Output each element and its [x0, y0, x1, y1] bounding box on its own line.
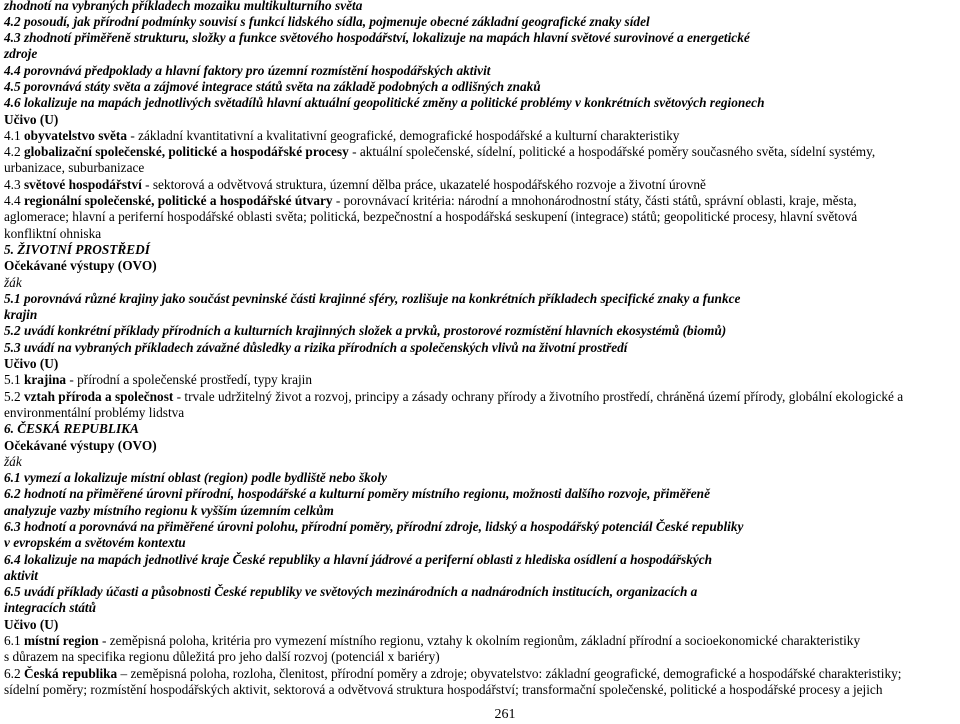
document-line [4, 535, 957, 551]
outcome-text: aktivit [4, 567, 38, 583]
document-line [4, 14, 957, 30]
outcome-text: 5.2 uvádí konkrétní příklady přírodních a kulturních krajinných složek a prvků, prostorové rozmístění hlavních ekosystémů (biomů) [4, 323, 727, 339]
outcome-text: 6.1 vymezí a lokalizuje místní oblast (region) podle bydliště nebo školy [4, 470, 388, 486]
curriculum-heading: Učivo (U) [4, 111, 59, 127]
curriculum-number: 4.1 [4, 127, 24, 143]
document-line [4, 649, 957, 665]
outcome-text: 4.4 porovnává předpoklady a hlavní faktory pro územní rozmístění hospodářských aktivit [4, 62, 491, 78]
outcomes-heading: Očekávané výstupy (OVO) [4, 437, 157, 453]
curriculum-number: 4.4 [4, 193, 24, 209]
document-line [4, 275, 957, 291]
section-heading: 5. ŽIVOTNÍ PROSTŘEDÍ [4, 241, 150, 257]
curriculum-number: 4.3 [4, 176, 24, 192]
outcome-text: krajin [4, 307, 38, 323]
curriculum-description: aglomerace; hlavní a periferní hospodářské oblasti světa; politická, bezpečnostní a hospodářská seskupení (integrace) států; geopolitické procesy, hlavní světová [4, 209, 858, 225]
document-line [4, 421, 957, 437]
curriculum-topic: místní region [23, 633, 99, 649]
document-line [4, 144, 957, 160]
document-line [4, 438, 957, 454]
document-line [4, 160, 957, 176]
document-line [4, 291, 957, 307]
curriculum-number: 4.2 [4, 144, 24, 160]
curriculum-description: - aktuální společenské, sídelní, politické a hospodářské poměry současného světa, sídelní systémy, [348, 144, 876, 160]
document-line [4, 193, 957, 209]
document-line [4, 46, 957, 62]
outcome-text: zhodnotí na vybraných příkladech mozaiku multikulturního světa [4, 0, 363, 13]
document-line [4, 682, 957, 698]
document-line [4, 470, 957, 486]
document-line [4, 0, 957, 14]
curriculum-description: – zeměpisná poloha, rozloha, členitost, přírodní poměry a zdroje; obyvatelstvo: základní geografické, demografické a hospodářské charakteristiky; [117, 665, 902, 681]
document-line [4, 454, 957, 470]
document-line [4, 600, 957, 616]
outcome-text: v evropském a světovém kontextu [4, 535, 186, 551]
document-line [4, 323, 957, 339]
document-line [4, 584, 957, 600]
document-line [4, 552, 957, 568]
curriculum-description: - zeměpisná poloha, kritéria pro vymezení místního regionu, vztahy k okolním regionům, základní přírodní a socioekonomické charakteristiky [98, 633, 861, 649]
outcome-text: 4.3 zhodnotí přiměřeně strukturu, složky a funkce světového hospodářství, lokalizuje na mapách hlavní světové surovinové a energetické [4, 30, 750, 46]
curriculum-description: - sektorová a odvětvová struktura, územní dělba práce, ukazatelé hospodářského rozvoje a životní úrovně [141, 176, 706, 192]
pupil-label: žák [4, 453, 22, 469]
outcome-text: zdroje [4, 46, 38, 62]
curriculum-topic: vztah příroda a společnost [23, 388, 174, 404]
document-line [4, 63, 957, 79]
outcome-text: integracích států [4, 600, 96, 616]
document-line [4, 633, 957, 649]
curriculum-number: 5.1 [4, 372, 24, 388]
curriculum-description: - porovnávací kritéria: národní a mnohonárodnostní státy, části států, správní oblasti, kraje, města, [332, 193, 857, 209]
document-line [4, 177, 957, 193]
curriculum-heading: Učivo (U) [4, 616, 59, 632]
curriculum-description: - přírodní a společenské prostředí, typy krajin [66, 372, 313, 388]
document-line [4, 617, 957, 633]
document-line [4, 209, 957, 225]
curriculum-topic: regionální společenské, politické a hospodářské útvary [23, 193, 333, 209]
outcome-text: 6.5 uvádí příklady účasti a působnosti České republiky ve světových mezinárodních a nadnárodních institucích, organizacích a [4, 584, 698, 600]
document-line [4, 405, 957, 421]
curriculum-number: 5.2 [4, 388, 24, 404]
outcome-text: 6.4 lokalizuje na mapách jednotlivé kraje České republiky a hlavní jádrové a periferní oblasti z hlediska osídlení a hospodářských [4, 551, 713, 567]
curriculum-topic: obyvatelstvo světa [23, 127, 127, 143]
section-heading: 6. ČESKÁ REPUBLIKA [4, 421, 139, 437]
curriculum-number: 6.1 [4, 633, 24, 649]
curriculum-number: 6.2 [4, 665, 24, 681]
outcome-text: 4.5 porovnává státy světa a zájmové integrace států světa na základě podobných a odlišných znaků [4, 78, 541, 94]
outcome-text: 4.2 posoudí, jak přírodní podmínky souvisí s funkcí lidského sídla, pojmenuje obecné základní geografické znaky sídel [4, 13, 650, 29]
document-body [4, 0, 957, 698]
document-line [4, 226, 957, 242]
outcomes-heading: Očekávané výstupy (OVO) [4, 258, 157, 274]
curriculum-description: konfliktní ohniska [4, 225, 102, 241]
curriculum-description: s důrazem na specifika regionu důležitá pro jeho další rozvoj (potenciál x bariéry) [4, 649, 440, 665]
document-line [4, 389, 957, 405]
document-line [4, 95, 957, 111]
outcome-text: 6.2 hodnotí na přiměřené úrovni přírodní, hospodářské a kulturní poměry místního regionu, možnosti dalšího rozvoje, přiměřeně [4, 486, 710, 502]
curriculum-heading: Učivo (U) [4, 356, 59, 372]
document-line [4, 128, 957, 144]
document-line [4, 486, 957, 502]
pupil-label: žák [4, 274, 22, 290]
curriculum-description: - trvale udržitelný život a rozvoj, principy a zásady ochrany přírody a životního prostředí, chráněná území přírody, globální ekologické a [173, 388, 904, 404]
curriculum-topic: krajina [23, 372, 67, 388]
outcome-text: 6.3 hodnotí a porovnává na přiměřené úrovni polohu, přírodní poměry, přírodní zdroje, lidský a hospodářský potenciál České republiky [4, 519, 744, 534]
document-line [4, 372, 957, 388]
document-line [4, 568, 957, 584]
curriculum-description: environmentální problémy lidstva [4, 404, 185, 420]
curriculum-description: - základní kvantitativní a kvalitativní geografické, demografické hospodářské a kulturní charakteristiky [127, 127, 680, 143]
document-line [4, 340, 957, 356]
outcome-text: 4.6 lokalizuje na mapách jednotlivých světadílů hlavní aktuální geopolitické změny a politické problémy v konkrétních světových regionech [4, 95, 765, 111]
document-line [4, 356, 957, 372]
curriculum-topic: světové hospodářství [23, 176, 142, 192]
document-line [4, 242, 957, 258]
document-line [4, 258, 957, 274]
curriculum-topic: Česká republika [23, 665, 118, 681]
page-number: 261 [494, 707, 516, 722]
document-line [4, 519, 957, 535]
curriculum-description: urbanizace, suburbanizace [4, 160, 145, 176]
outcome-text: analyzuje vazby místního regionu k vyšším územním celkům [4, 502, 334, 518]
outcome-text: 5.3 uvádí na vybraných příkladech závažné důsledky a rizika přírodních a společenských vlivů na životní prostředí [4, 339, 628, 355]
curriculum-description: sídelní poměry; rozmístění hospodářských aktivit, sektorová a odvětvová struktura hospodářství; transformační společenské, politické a hospodářské procesy a jejich [4, 681, 883, 697]
document-line [4, 30, 957, 46]
document-line [4, 79, 957, 95]
document-line [4, 307, 957, 323]
document-line [4, 503, 957, 519]
curriculum-topic: globalizační společenské, politické a hospodářské procesy [23, 144, 349, 160]
document-line [4, 666, 957, 682]
document-line [4, 112, 957, 128]
outcome-text: 5.1 porovnává různé krajiny jako součást pevninské části krajinné sféry, rozlišuje na konkrétních příkladech specifické znaky a funkce [4, 290, 741, 306]
